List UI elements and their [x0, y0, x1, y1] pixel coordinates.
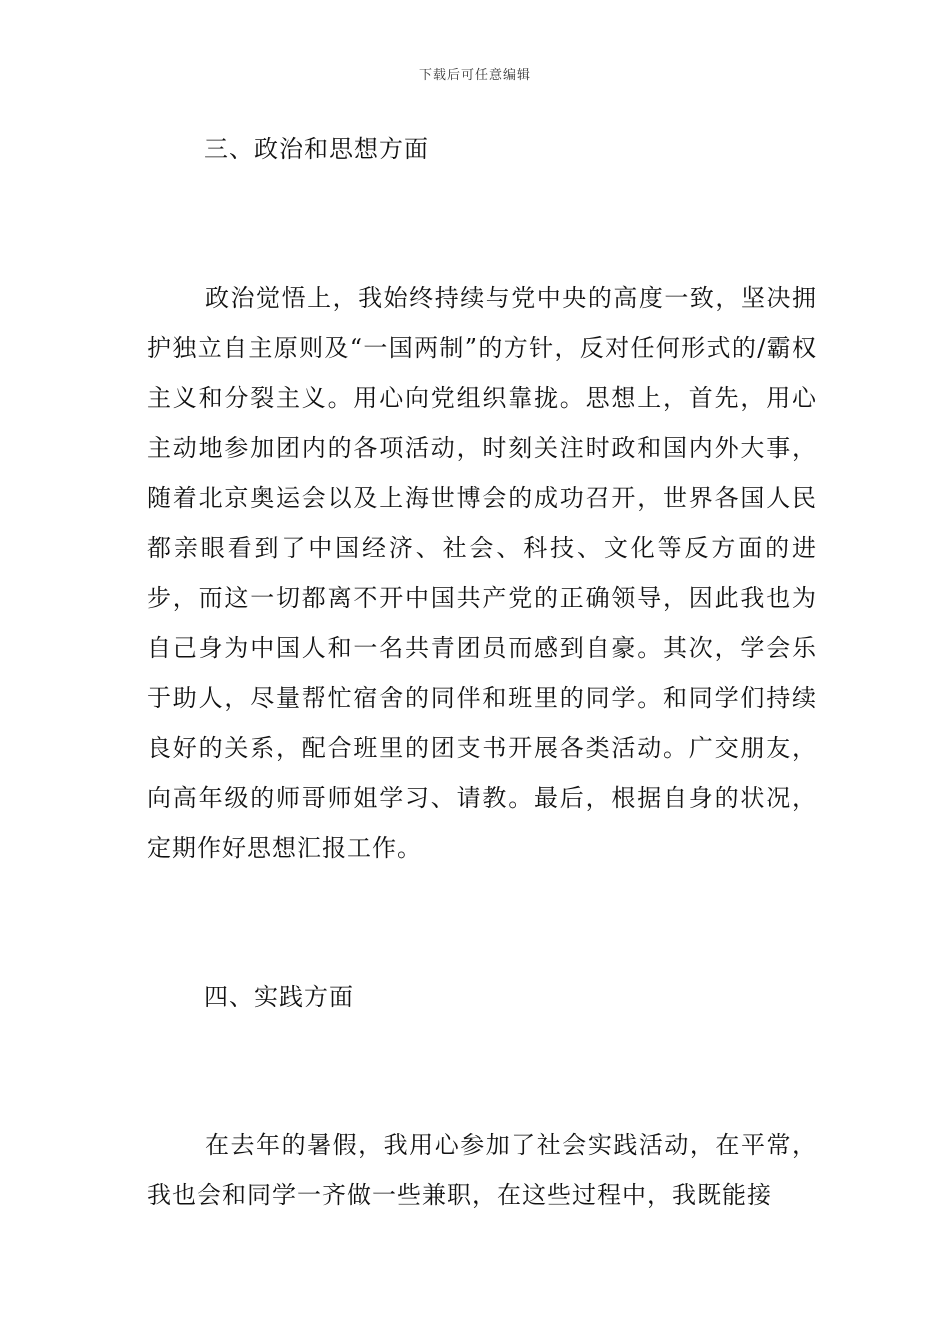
section-4-paragraph: 在去年的暑假，我用心参加了社会实践活动，在平常，我也会和同学一齐做一些兼职，在这些过程中，我既能接: [147, 1131, 817, 1209]
section-3-paragraph: 政治觉悟上，我始终持续与党中央的高度一致，坚决拥护独立自主原则及“一国两制”的方针，反对任何形式的/霸权主义和分裂主义。用心向党组织靠拢。思想上，首先，用心主动地参加团内的各项活动，时刻关注时政和国内外大事，随着北京奥运会以及上海世博会的成功召开，世界各国人民都亲眼看到了中国经济、社会、科技、文化等反方面的进步，而这一切都离不开中国共产党的正确领导，因此我也为自己身为中国人和一名共青团员而感到自豪。其次，学会乐于助人，尽量帮忙宿舍的同伴和班里的同学。和同学们持续良好的关系，配合班里的团支书开展各类活动。广交朋友，向高年级的师哥师姐学习、请教。最后，根据自身的状况，定期作好思想汇报工作。: [147, 284, 817, 862]
section-3-heading: 三、政治和思想方面: [204, 135, 429, 163]
section-4-heading: 四、实践方面: [204, 983, 354, 1011]
header-note: 下载后可任意编辑: [418, 68, 531, 83]
